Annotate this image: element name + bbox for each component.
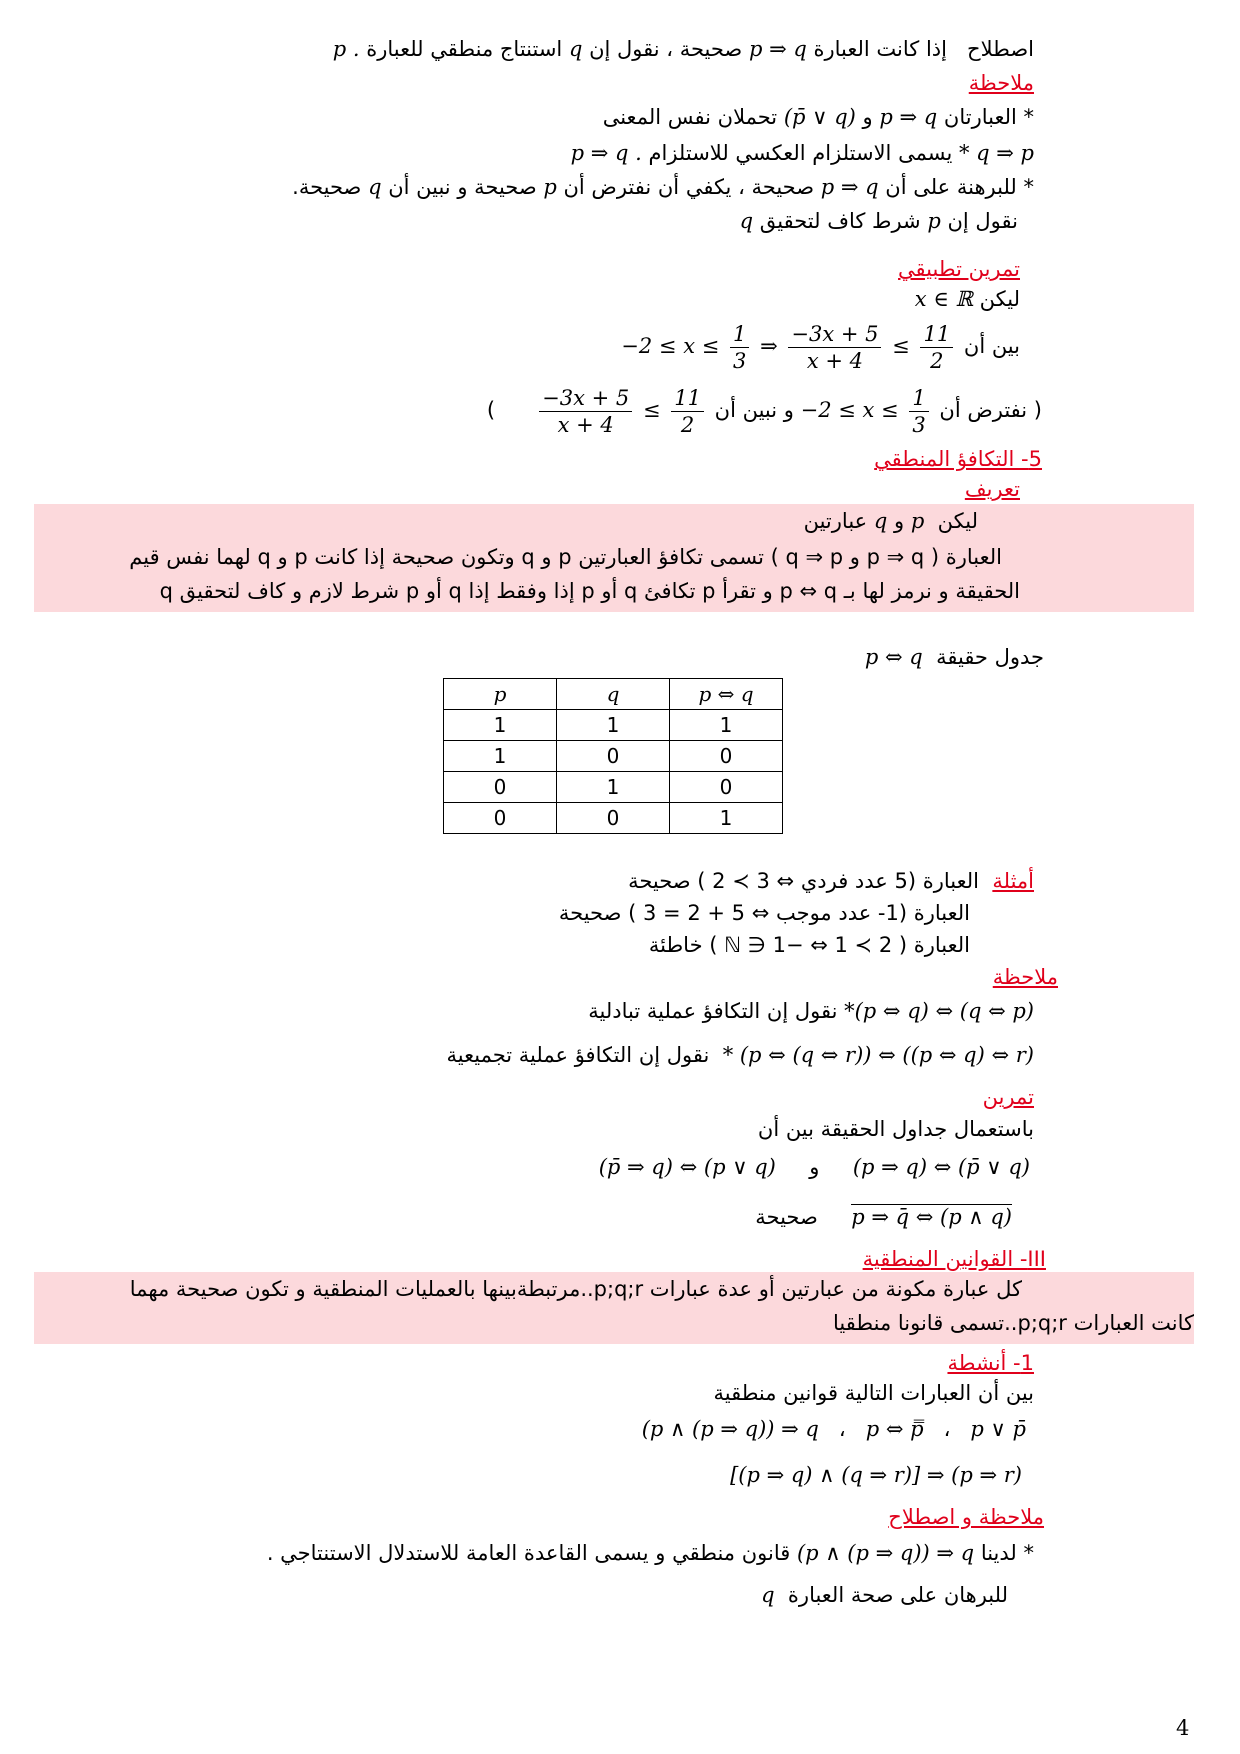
text: و نبين أن <box>714 398 794 422</box>
definition-heading-line <box>0 474 1240 504</box>
text: * العبارتان <box>943 105 1034 129</box>
denominator: x + 4 <box>806 348 863 373</box>
table-cell: 1 <box>557 710 670 741</box>
definition-line2 <box>0 542 1240 572</box>
text: ( نفترض أن <box>939 398 1042 422</box>
section3-heading: III- القوانين المنطقية <box>862 1247 1046 1271</box>
exercise1-line2 <box>0 318 1240 374</box>
header-p: p <box>444 679 557 710</box>
text: يسمى الاستلزام العكسي للاستلزام <box>648 141 953 165</box>
text: صحيحة. <box>292 175 362 199</box>
table-cell: 1 <box>557 772 670 803</box>
formula: * q ⇒ p <box>958 141 1034 165</box>
text: العبارة ( 2 ≻ 1 ⇔ −1 ∈ ℕ ) خاطئة <box>648 933 970 957</box>
formula: q <box>739 209 754 233</box>
table-row <box>444 710 783 741</box>
numerator: 11 <box>671 385 704 412</box>
formula: ≤ <box>892 334 910 358</box>
table-cell: 1 <box>670 710 783 741</box>
formula: (p̄ ∨ q) <box>783 105 856 129</box>
table-cell: 0 <box>670 772 783 803</box>
header-q: q <box>557 679 670 710</box>
exercise2-heading: تمرين <box>982 1085 1034 1109</box>
numerator: 11 <box>920 321 953 348</box>
activities-heading-line <box>0 1348 1240 1378</box>
formula: p <box>927 209 941 233</box>
header-equiv: p ⇔ q <box>670 679 783 710</box>
formula: p . <box>332 37 360 61</box>
exercise2-line1 <box>0 1114 1240 1144</box>
formula: p ⇒ q <box>748 37 807 61</box>
denominator: 3 <box>912 412 926 437</box>
inequality <box>535 382 708 438</box>
text: بين أن <box>963 334 1020 358</box>
section5-heading-line <box>0 444 1240 474</box>
formula: p ⇔ p̿ <box>865 1417 924 1441</box>
text: بين أن العبارات التالية قوانين منطقية <box>713 1381 1034 1405</box>
section5-heading: 5- التكافؤ المنطقي <box>874 447 1042 471</box>
exercise2-line2 <box>0 1152 1240 1182</box>
activities-heading: 1- أنشطة <box>947 1351 1034 1375</box>
fraction <box>788 321 881 374</box>
text: للبرهان على صحة العبارة <box>787 1583 1008 1607</box>
fraction <box>920 321 953 374</box>
formula: q <box>761 1583 775 1607</box>
formula: p ⇒ q . <box>570 141 642 165</box>
definition-line3 <box>0 576 1240 606</box>
note1-heading: ملاحظة <box>968 71 1034 95</box>
note1-line1 <box>0 102 1240 132</box>
text: العبارة (5 عدد فردي ⇔ 3 ≻ 2 ) صحيحة <box>628 869 979 893</box>
text: صحيحة <box>755 1205 818 1229</box>
examples-line1 <box>0 866 1240 896</box>
table-cell: 1 <box>444 710 557 741</box>
note1-line2 <box>0 138 1240 168</box>
text: * لدينا <box>980 1541 1034 1565</box>
denominator: x + 4 <box>557 412 614 437</box>
text: و <box>862 105 873 129</box>
text: شرط كاف لتحقيق <box>759 209 921 233</box>
law-line1 <box>0 1274 1240 1304</box>
text: صحيحة ، يكفي أن نفترض أن <box>563 175 815 199</box>
formula: p ⇔ q <box>864 645 923 669</box>
numerator: 1 <box>909 385 928 412</box>
text: نقول إن <box>947 209 1018 233</box>
text: صحيحة و نبين أن <box>388 175 537 199</box>
formula: p ∨ p̄ <box>970 1417 1026 1441</box>
formula: *(p ⇔ q) ⇔ (q ⇔ p) <box>844 999 1034 1023</box>
truth-table-title <box>0 642 1240 672</box>
formula: (p ⇒ q) ⇔ (p̄ ∨ q) <box>852 1155 1030 1179</box>
formula: x ∈ ℝ <box>914 287 973 311</box>
examples-line2 <box>0 898 1240 928</box>
text: و <box>894 509 905 533</box>
table-cell: 1 <box>444 741 557 772</box>
table-row <box>444 803 783 834</box>
formula: p ⇒ q̄ ⇔ (p ∧ q) <box>851 1205 1012 1229</box>
activities-line1 <box>0 1378 1240 1408</box>
text: ، <box>943 1417 951 1441</box>
table-cell: 1 <box>670 803 783 834</box>
note1-line3 <box>0 172 1240 202</box>
formula: q <box>873 509 888 533</box>
note3-heading-line <box>0 1502 1240 1532</box>
fraction <box>730 321 749 374</box>
law-line2 <box>0 1308 1240 1338</box>
table-cell: 0 <box>670 741 783 772</box>
text: ، <box>838 1417 846 1441</box>
text: و <box>809 1155 820 1179</box>
note3-line2 <box>0 1580 1240 1610</box>
text: ليكن <box>937 509 978 533</box>
formula: (p ∧ (p ⇒ q)) ⇒ q <box>796 1541 975 1565</box>
text: كانت العبارات p;q;r..تسمى قانونا منطقيا <box>833 1311 1194 1335</box>
text: جدول حقيقة <box>936 645 1044 669</box>
text: تحملان نفس المعنى <box>602 105 778 129</box>
exercise2-line3 <box>0 1202 1240 1232</box>
examples-heading: أمثلة <box>992 869 1034 893</box>
text: العبارة (1- عدد موجب ⇔ 5 + 2 = 3 ) صحيحة <box>558 901 970 925</box>
note1-line4 <box>0 206 1240 236</box>
formula: p <box>543 175 557 199</box>
page-number: 4 <box>1176 1716 1190 1740</box>
note1-heading-line <box>0 68 1240 98</box>
term-label: اصطلاح <box>967 37 1034 61</box>
activities-line2 <box>0 1414 1240 1444</box>
exercise1-heading: تمرين تطبيقي <box>898 257 1020 281</box>
exercise1-line3 <box>0 382 1240 438</box>
formula: q <box>368 175 382 199</box>
text: ) <box>486 398 496 422</box>
definition-heading: تعريف <box>964 477 1020 501</box>
fraction <box>671 385 704 438</box>
table-cell: 0 <box>557 741 670 772</box>
fraction <box>909 385 928 438</box>
text: * للبرهنة على أن <box>885 175 1034 199</box>
text: الحقيقة و نرمز لها بـ p ⇔ q و تقرأ p تكافئ q أو p إذا وفقط إذا q أو p شرط لازم و كاف لتحقيق q <box>159 579 1020 603</box>
formula: p ⇒ q <box>879 105 938 129</box>
formula: ≤ <box>642 398 661 422</box>
text: ليكن <box>979 287 1020 311</box>
activities-line3 <box>0 1460 1240 1490</box>
exercise1-heading-line <box>0 254 1240 284</box>
formula: p ⇒ q <box>820 175 879 199</box>
formula: q <box>568 37 583 61</box>
text: قانون منطقي و يسمى القاعدة العامة للاستدلال الاستنتاجي . <box>266 1541 791 1565</box>
formula: (p ∧ (p ⇒ q)) ⇒ q <box>641 1417 819 1441</box>
note2-heading-line <box>0 962 1240 992</box>
definition-line1 <box>0 506 1240 536</box>
note2-heading: ملاحظة <box>992 965 1058 989</box>
section3-heading-line <box>0 1244 1240 1274</box>
denominator: 3 <box>733 348 747 373</box>
numerator: −3x + 5 <box>539 385 632 412</box>
text: العبارة ( p ⇒ q و q ⇒ p ) تسمى تكافؤ العبارتين p و q وتكون صحيحة إذا كانت p و q لهما نفس قيم <box>129 545 1002 569</box>
term-line <box>0 34 1240 64</box>
numerator: −3x + 5 <box>788 321 881 348</box>
text: نقول إن التكافؤ عملية تجميعية <box>446 1043 710 1067</box>
table-header-row <box>444 679 783 710</box>
text: كل عبارة مكونة من عبارتين أو عدة عبارات p;q;r..مرتبطةبينها بالعمليات المنطقية و تكون صحيحة مهما <box>129 1277 1022 1301</box>
formula: (p̄ ⇒ q) ⇔ (p ∨ q) <box>598 1155 776 1179</box>
formula: p <box>910 509 925 533</box>
examples-line3 <box>0 930 1240 960</box>
fraction <box>539 385 632 438</box>
text: إذا كانت العبارة <box>813 37 947 61</box>
truth-table <box>443 678 783 834</box>
inequality <box>621 318 957 374</box>
table-cell: 0 <box>444 772 557 803</box>
table-cell: 0 <box>444 803 557 834</box>
table-row <box>444 772 783 803</box>
table-cell: 0 <box>557 803 670 834</box>
table-row <box>444 741 783 772</box>
note3-heading: ملاحظة و اصطلاح <box>888 1505 1044 1529</box>
exercise1-line1 <box>0 284 1240 314</box>
formula: −2 ≤ x ≤ <box>800 398 899 422</box>
text: باستعمال جداول الحقيقة بين أن <box>757 1117 1034 1141</box>
text: استنتاج منطقي للعبارة <box>366 37 563 61</box>
formula: [(p ⇒ q) ∧ (q ⇒ r)] ⇒ (p ⇒ r) <box>730 1463 1022 1487</box>
formula: ⇒ <box>760 334 778 358</box>
formula: * (p ⇔ (q ⇔ r)) ⇔ ((p ⇔ q) ⇔ r) <box>722 1043 1034 1067</box>
exercise2-heading-line <box>0 1082 1240 1112</box>
formula: −2 ≤ x ≤ <box>621 334 720 358</box>
note2-line1 <box>0 996 1240 1026</box>
text: صحيحة ، نقول إن <box>589 37 743 61</box>
numerator: 1 <box>730 321 749 348</box>
text: عبارتين <box>803 509 868 533</box>
text: نقول إن التكافؤ عملية تبادلية <box>588 999 838 1023</box>
denominator: 2 <box>930 348 944 373</box>
note2-line2 <box>0 1040 1240 1070</box>
denominator: 2 <box>680 412 695 437</box>
note3-line1 <box>0 1538 1240 1568</box>
inequality <box>801 382 933 438</box>
